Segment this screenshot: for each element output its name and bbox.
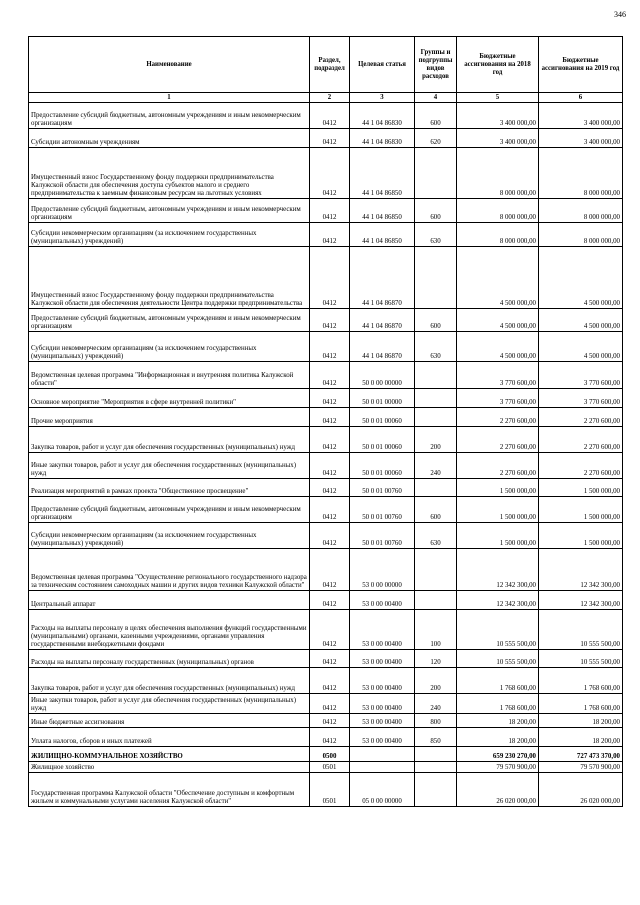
row-2019-cell: 727 473 370,00: [539, 747, 623, 762]
row-section-cell: 0412: [310, 408, 350, 427]
row-2019-cell: 1 768 600,00: [539, 668, 623, 694]
row-2019-cell: 1 500 000,00: [539, 523, 623, 549]
table-row: [29, 223, 623, 247]
header-group: Группы и подгруппы видов расходов: [415, 37, 457, 93]
column-number: 1: [29, 93, 310, 103]
row-target-cell: 44 1 04 86850: [350, 199, 415, 223]
row-2019-cell: 4 500 000,00: [539, 332, 623, 362]
row-name-cell: Имущественный взнос Государственному фонду поддержки предпринимательства Калужской области для обеспечения деятельности Центра поддержки предпринимательства: [29, 247, 310, 309]
table-row: [29, 650, 623, 668]
table-row: [29, 408, 623, 427]
column-number: 3: [350, 93, 415, 103]
row-group-cell: 630: [415, 332, 457, 362]
row-2019-cell: 2 270 600,00: [539, 427, 623, 453]
row-section-cell: 0412: [310, 694, 350, 714]
row-2019-cell: 18 200,00: [539, 728, 623, 747]
row-target-cell: 50 0 01 00760: [350, 523, 415, 549]
row-2018-cell: 1 768 600,00: [457, 694, 539, 714]
row-2019-cell: 12 342 300,00: [539, 549, 623, 591]
row-group-cell: 240: [415, 453, 457, 479]
table-row: [29, 728, 623, 747]
table-row: [29, 762, 623, 773]
row-target-cell: 44 1 04 86870: [350, 247, 415, 309]
row-2018-cell: 79 570 900,00: [457, 762, 539, 773]
row-2018-cell: 3 770 600,00: [457, 389, 539, 408]
row-name-cell: Основное мероприятие "Мероприятия в сфере внутренней политики": [29, 389, 310, 408]
header-target: Целевая статья: [350, 37, 415, 93]
table-row: [29, 610, 623, 650]
row-name-cell: Центральный аппарат: [29, 591, 310, 610]
row-2019-cell: 79 570 900,00: [539, 762, 623, 773]
header-2019: Бюджетные ассигнования на 2019 год: [539, 37, 623, 93]
table-row: [29, 199, 623, 223]
row-section-cell: 0412: [310, 497, 350, 523]
row-target-cell: 53 0 00 00400: [350, 610, 415, 650]
row-target-cell: 50 0 01 00000: [350, 389, 415, 408]
row-name-cell: ЖИЛИЩНО-КОММУНАЛЬНОЕ ХОЗЯЙСТВО: [29, 747, 310, 762]
row-target-cell: 53 0 00 00000: [350, 549, 415, 591]
row-section-cell: 0412: [310, 148, 350, 199]
row-2018-cell: 8 000 000,00: [457, 223, 539, 247]
row-name-cell: Иные закупки товаров, работ и услуг для обеспечения государственных (муниципальных) нужд: [29, 453, 310, 479]
row-group-cell: 630: [415, 523, 457, 549]
column-number: 4: [415, 93, 457, 103]
row-group-cell: 620: [415, 129, 457, 148]
row-group-cell: [415, 408, 457, 427]
row-section-cell: 0412: [310, 362, 350, 389]
row-target-cell: 50 0 01 00760: [350, 497, 415, 523]
row-group-cell: 630: [415, 223, 457, 247]
table-row: [29, 362, 623, 389]
row-2019-cell: 3 770 600,00: [539, 362, 623, 389]
table-row: [29, 773, 623, 807]
row-section-cell: 0412: [310, 610, 350, 650]
row-section-cell: 0412: [310, 549, 350, 591]
table-row: [29, 309, 623, 332]
column-number-row: [29, 93, 623, 103]
table-row: [29, 103, 623, 129]
table-header-row: [29, 37, 623, 93]
row-2019-cell: 4 500 000,00: [539, 247, 623, 309]
row-section-cell: 0500: [310, 747, 350, 762]
row-section-cell: 0412: [310, 309, 350, 332]
row-2018-cell: 1 500 000,00: [457, 497, 539, 523]
row-2019-cell: 1 768 600,00: [539, 694, 623, 714]
row-section-cell: 0412: [310, 728, 350, 747]
row-2019-cell: 18 200,00: [539, 714, 623, 728]
row-name-cell: Предоставление субсидий бюджетным, автономным учреждениям и иным некоммерческим организациям: [29, 199, 310, 223]
table-row: [29, 714, 623, 728]
row-section-cell: 0412: [310, 668, 350, 694]
row-name-cell: Иные бюджетные ассигнования: [29, 714, 310, 728]
table-row: [29, 668, 623, 694]
row-target-cell: 44 1 04 86850: [350, 148, 415, 199]
row-target-cell: 50 0 01 00060: [350, 453, 415, 479]
row-2018-cell: 12 342 300,00: [457, 591, 539, 610]
row-section-cell: 0412: [310, 453, 350, 479]
row-2018-cell: 1 768 600,00: [457, 668, 539, 694]
budget-table: [28, 36, 623, 807]
row-target-cell: 44 1 04 86870: [350, 309, 415, 332]
column-number: 6: [539, 93, 623, 103]
row-name-cell: Субсидии некоммерческим организациям (за исключением государственных (муниципальных) учреждений): [29, 523, 310, 549]
row-name-cell: Прочие мероприятия: [29, 408, 310, 427]
row-2019-cell: 4 500 000,00: [539, 309, 623, 332]
row-section-cell: 0501: [310, 773, 350, 807]
table-row: [29, 591, 623, 610]
row-group-cell: [415, 747, 457, 762]
table-row: [29, 247, 623, 309]
row-2018-cell: 3 770 600,00: [457, 362, 539, 389]
row-group-cell: 120: [415, 650, 457, 668]
row-2019-cell: 8 000 000,00: [539, 148, 623, 199]
row-2019-cell: 1 500 000,00: [539, 479, 623, 497]
table-row: [29, 332, 623, 362]
row-group-cell: [415, 389, 457, 408]
row-group-cell: [415, 773, 457, 807]
row-section-cell: 0412: [310, 103, 350, 129]
row-group-cell: [415, 148, 457, 199]
table-row: [29, 549, 623, 591]
header-2018: Бюджетные ассигнования на 2018 год: [457, 37, 539, 93]
column-number: 2: [310, 93, 350, 103]
row-2019-cell: 10 555 500,00: [539, 610, 623, 650]
page-number: 346: [614, 10, 626, 19]
table-row: [29, 523, 623, 549]
table-row: [29, 389, 623, 408]
row-2018-cell: 8 000 000,00: [457, 148, 539, 199]
row-2018-cell: 18 200,00: [457, 728, 539, 747]
row-name-cell: Закупка товаров, работ и услуг для обеспечения государственных (муниципальных) нужд: [29, 668, 310, 694]
row-section-cell: 0412: [310, 591, 350, 610]
row-2018-cell: 2 270 600,00: [457, 453, 539, 479]
table-body: [29, 103, 623, 807]
row-name-cell: Уплата налогов, сборов и иных платежей: [29, 728, 310, 747]
table-row: [29, 148, 623, 199]
row-name-cell: Реализация мероприятий в рамках проекта "Общественное просвещение": [29, 479, 310, 497]
row-group-cell: [415, 479, 457, 497]
row-group-cell: [415, 591, 457, 610]
row-target-cell: 50 0 01 00060: [350, 408, 415, 427]
row-name-cell: Субсидии некоммерческим организациям (за исключением государственных (муниципальных) учреждений): [29, 223, 310, 247]
row-name-cell: Расходы на выплаты персоналу государственных (муниципальных) органов: [29, 650, 310, 668]
row-2018-cell: 1 500 000,00: [457, 479, 539, 497]
row-name-cell: Субсидии некоммерческим организациям (за исключением государственных (муниципальных) учреждений): [29, 332, 310, 362]
row-name-cell: Закупка товаров, работ и услуг для обеспечения государственных (муниципальных) нужд: [29, 427, 310, 453]
row-name-cell: Предоставление субсидий бюджетным, автономным учреждениям и иным некоммерческим организациям: [29, 309, 310, 332]
table-row: [29, 694, 623, 714]
row-2019-cell: 1 500 000,00: [539, 497, 623, 523]
row-group-cell: [415, 247, 457, 309]
row-2018-cell: 659 230 270,00: [457, 747, 539, 762]
row-2018-cell: 3 400 000,00: [457, 103, 539, 129]
row-target-cell: 50 0 00 00000: [350, 362, 415, 389]
row-name-cell: Иные закупки товаров, работ и услуг для обеспечения государственных (муниципальных) нужд: [29, 694, 310, 714]
row-group-cell: 600: [415, 103, 457, 129]
table-row: [29, 497, 623, 523]
table-row: [29, 453, 623, 479]
row-target-cell: 53 0 00 00400: [350, 694, 415, 714]
table-row: [29, 427, 623, 453]
row-2019-cell: 2 270 600,00: [539, 408, 623, 427]
row-2019-cell: 10 555 500,00: [539, 650, 623, 668]
row-name-cell: Субсидии автономным учреждениям: [29, 129, 310, 148]
row-section-cell: 0412: [310, 199, 350, 223]
row-2018-cell: 2 270 600,00: [457, 427, 539, 453]
row-name-cell: Государственная программа Калужской области "Обеспечение доступным и комфортным жильем и коммунальными услугами населения Калужской области": [29, 773, 310, 807]
row-group-cell: 200: [415, 668, 457, 694]
row-2018-cell: 4 500 000,00: [457, 309, 539, 332]
row-target-cell: [350, 747, 415, 762]
row-section-cell: 0412: [310, 479, 350, 497]
row-name-cell: Расходы на выплаты персоналу в целях обеспечения выполнения функций государственными (муниципальными) органами, казенными учреждениями, органами управления государственными внебюджетными фондами: [29, 610, 310, 650]
row-2018-cell: 1 500 000,00: [457, 523, 539, 549]
row-target-cell: 44 1 04 86850: [350, 223, 415, 247]
row-2018-cell: 12 342 300,00: [457, 549, 539, 591]
column-number: 5: [457, 93, 539, 103]
row-2018-cell: 10 555 500,00: [457, 610, 539, 650]
row-group-cell: [415, 362, 457, 389]
row-group-cell: 600: [415, 199, 457, 223]
row-2019-cell: 2 270 600,00: [539, 453, 623, 479]
row-group-cell: 600: [415, 309, 457, 332]
row-name-cell: Предоставление субсидий бюджетным, автономным учреждениям и иным некоммерческим организациям: [29, 497, 310, 523]
row-target-cell: 05 0 00 00000: [350, 773, 415, 807]
row-target-cell: [350, 762, 415, 773]
row-name-cell: Предоставление субсидий бюджетным, автономным учреждениям и иным некоммерческим организациям: [29, 103, 310, 129]
row-target-cell: 53 0 00 00400: [350, 668, 415, 694]
row-2018-cell: 10 555 500,00: [457, 650, 539, 668]
row-target-cell: 53 0 00 00400: [350, 650, 415, 668]
row-target-cell: 53 0 00 00400: [350, 728, 415, 747]
row-target-cell: 53 0 00 00400: [350, 591, 415, 610]
row-section-cell: 0412: [310, 247, 350, 309]
row-target-cell: 44 1 04 86830: [350, 103, 415, 129]
row-section-cell: 0412: [310, 332, 350, 362]
row-2018-cell: 4 500 000,00: [457, 332, 539, 362]
row-2019-cell: 8 000 000,00: [539, 223, 623, 247]
table-row: [29, 129, 623, 148]
row-target-cell: 53 0 00 00400: [350, 714, 415, 728]
row-2019-cell: 12 342 300,00: [539, 591, 623, 610]
row-2019-cell: 3 400 000,00: [539, 129, 623, 148]
row-target-cell: 50 0 01 00760: [350, 479, 415, 497]
row-2019-cell: 8 000 000,00: [539, 199, 623, 223]
row-target-cell: 44 1 04 86830: [350, 129, 415, 148]
header-name: Наименование: [29, 37, 310, 93]
table-row: [29, 479, 623, 497]
row-section-cell: 0412: [310, 523, 350, 549]
row-target-cell: 44 1 04 86870: [350, 332, 415, 362]
row-section-cell: 0412: [310, 389, 350, 408]
row-group-cell: 800: [415, 714, 457, 728]
row-group-cell: [415, 762, 457, 773]
row-group-cell: 600: [415, 497, 457, 523]
row-2018-cell: 3 400 000,00: [457, 129, 539, 148]
row-section-cell: 0412: [310, 129, 350, 148]
row-2019-cell: 3 770 600,00: [539, 389, 623, 408]
row-group-cell: 100: [415, 610, 457, 650]
row-group-cell: 850: [415, 728, 457, 747]
row-target-cell: 50 0 01 00060: [350, 427, 415, 453]
row-2019-cell: 3 400 000,00: [539, 103, 623, 129]
row-name-cell: Жилищное хозяйство: [29, 762, 310, 773]
row-2018-cell: 8 000 000,00: [457, 199, 539, 223]
row-2018-cell: 2 270 600,00: [457, 408, 539, 427]
row-2018-cell: 26 020 000,00: [457, 773, 539, 807]
row-section-cell: 0412: [310, 650, 350, 668]
row-name-cell: Ведомственная целевая программа "Осуществление регионального государственного надзора за техническим состоянием самоходных машин и других видов техники Калужской области": [29, 549, 310, 591]
header-section: Раздел, подраздел: [310, 37, 350, 93]
row-section-cell: 0412: [310, 714, 350, 728]
row-2019-cell: 26 020 000,00: [539, 773, 623, 807]
row-2018-cell: 18 200,00: [457, 714, 539, 728]
row-2018-cell: 4 500 000,00: [457, 247, 539, 309]
row-section-cell: 0412: [310, 223, 350, 247]
row-name-cell: Имущественный взнос Государственному фонду поддержки предпринимательства Калужской области для обеспечения доступа субъектов малого и среднего предпринимательства к заемным финансовым ресурсам на льготных условиях: [29, 148, 310, 199]
row-group-cell: 240: [415, 694, 457, 714]
row-name-cell: Ведомственная целевая программа "Информационная и внутренняя политика Калужской области": [29, 362, 310, 389]
row-section-cell: 0501: [310, 762, 350, 773]
table-row: [29, 747, 623, 762]
row-group-cell: 200: [415, 427, 457, 453]
row-section-cell: 0412: [310, 427, 350, 453]
row-group-cell: [415, 549, 457, 591]
